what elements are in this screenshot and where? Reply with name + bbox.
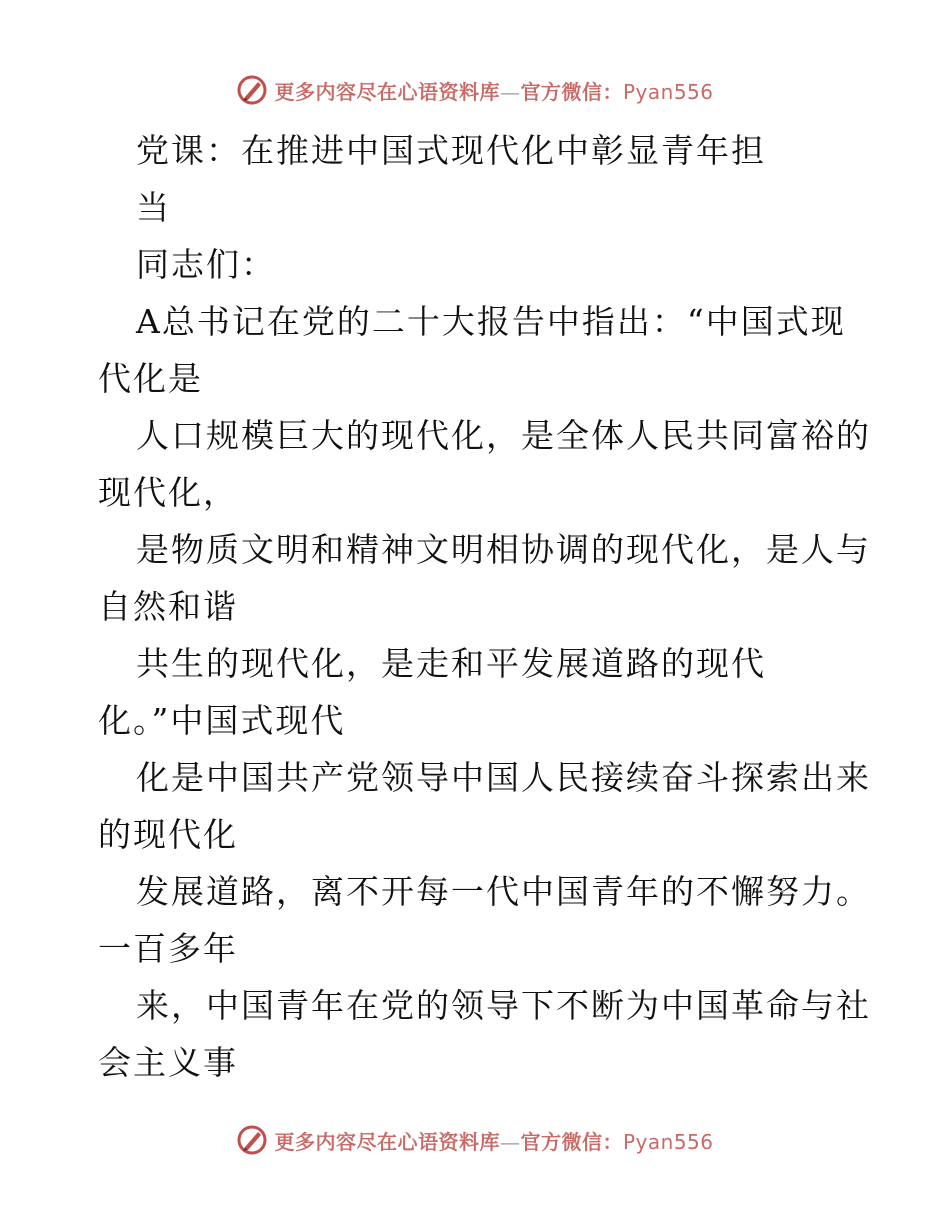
watermark-separator: — [499, 79, 521, 104]
text-line: 来，中国青年在党的领导下不断为中国革命与社 [136, 986, 871, 1025]
watermark-wechat-id: Pyan556 [622, 79, 714, 104]
pen-logo-icon [236, 74, 268, 106]
watermark-separator: — [499, 1129, 521, 1154]
watermark-contact: 官方微信： [520, 1129, 623, 1154]
text-line: 化。”中国式现代 [98, 701, 346, 740]
text-line: 当 [136, 188, 171, 227]
text-line: 同志们： [136, 245, 276, 284]
text-line: 党课：在推进中国式现代化中彰显青年担 [136, 131, 766, 170]
watermark-wechat-id: Pyan556 [622, 1129, 714, 1154]
text-line: 化是中国共产党领导中国人民接续奋斗探索出来 [136, 758, 871, 797]
watermark-text [274, 1126, 713, 1155]
pen-logo-icon [236, 1124, 268, 1156]
footer-watermark [0, 1120, 950, 1160]
watermark-contact: 官方微信： [520, 79, 623, 104]
text-line: 现代化， [98, 473, 238, 512]
text-line: 是物质文明和精神文明相协调的现代化，是人与 [136, 530, 871, 569]
text-line: 会主义事 [98, 1043, 238, 1082]
document-body [98, 122, 871, 1091]
watermark-brand: 更多内容尽在心语资料库 [274, 79, 500, 104]
text-line: 自然和谐 [98, 587, 238, 626]
text-line: 的现代化 [98, 815, 238, 854]
text-line: 一百多年 [98, 929, 238, 968]
text-line: A总书记在党的二十大报告中指出：“中国式现 [136, 302, 846, 341]
text-line: 人口规模巨大的现代化，是全体人民共同富裕的 [136, 416, 871, 455]
watermark-brand: 更多内容尽在心语资料库 [274, 1129, 500, 1154]
text-line: 共生的现代化，是走和平发展道路的现代 [136, 644, 766, 683]
header-watermark [0, 70, 950, 110]
text-line: 发展道路，离不开每一代中国青年的不懈努力。 [136, 872, 871, 911]
watermark-text [274, 76, 713, 105]
text-line: 代化是 [98, 359, 203, 398]
